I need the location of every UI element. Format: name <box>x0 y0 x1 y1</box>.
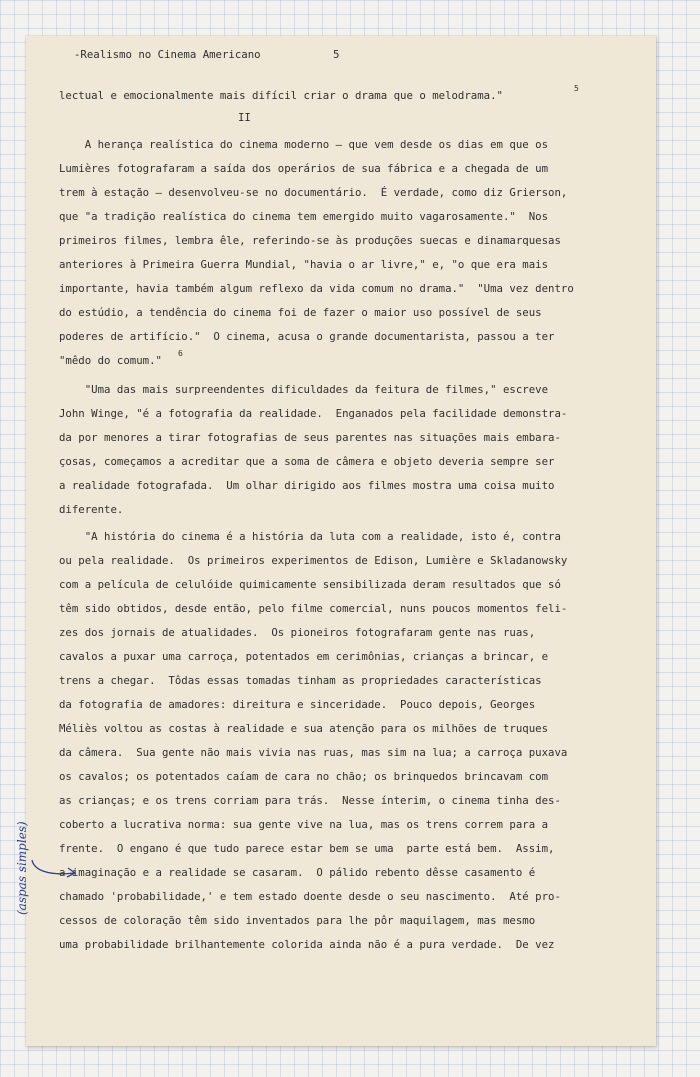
paragraph-1-line: Lumières fotografaram a saída dos operários de sua fábrica e a chegada de um <box>59 162 549 175</box>
paragraph-2-line: da por menores a tirar fotografias de seus parentes nas situações mais embara- <box>59 431 561 444</box>
paragraph-2-line: çosas, começamos a acreditar que a soma de câmera e objeto deveria sempre ser <box>59 455 555 468</box>
paragraph-2-line: diferente. <box>59 503 124 516</box>
paragraph-3-line: coberto a lucrativa norma: sua gente vive na lua, mas os trens correm para a <box>59 818 549 831</box>
running-title: -Realismo no Cinema Americano <box>74 48 261 61</box>
paragraph-3-line: da câmera. Sua gente não mais vivia nas ruas, mas sim na lua; a carroça puxava <box>59 746 568 759</box>
paragraph-1-line: primeiros filmes, lembra êle, referindo-se às produções suecas e dinamarquesas <box>59 234 561 247</box>
paragraph-3-line: têm sido obtidos, desde então, pelo filme comercial, nuns poucos momentos feli- <box>59 602 568 615</box>
footnote-6: 6 <box>178 349 183 358</box>
paragraph-1-line: "mêdo do comum." <box>59 354 162 367</box>
page-number: 5 <box>333 48 340 61</box>
paragraph-3-line: os cavalos; os potentados caíam de cara no chão; os brinquedos brincavam com <box>59 770 549 783</box>
paragraph-2-line: "Uma das mais surpreendentes dificuldades da feitura de filmes," escreve <box>59 383 549 396</box>
paragraph-3-line: com a película de celulóide quimicamente sensibilizada deram resultados que só <box>59 578 561 591</box>
paragraph-1-line: anteriores à Primeira Guerra Mundial, "havia o ar livre," e, "o que era mais <box>59 258 549 271</box>
paragraph-1-line: A herança realística do cinema moderno — que vem desde os dias em que os <box>59 138 549 151</box>
paragraph-1-line: do estúdio, a tendência do cinema foi de fazer o maior uso possível de seus <box>59 306 542 319</box>
footnote-5: 5 <box>574 84 579 93</box>
handwritten-margin-note: (aspas simples) <box>15 821 29 915</box>
paragraph-3-line: zes dos jornais de atualidades. Os pioneiros fotografaram gente nas ruas, <box>59 626 536 639</box>
paragraph-3-line: frente. O engano é que tudo parece estar bem se uma parte está bem. Assim, <box>59 842 555 855</box>
paragraph-1-line: trem à estação — desenvolveu-se no documentário. É verdade, como diz Grierson, <box>59 186 568 199</box>
paragraph-3-line: trens a chegar. Tôdas essas tomadas tinham as propriedades características <box>59 674 542 687</box>
paragraph-2-line: a realidade fotografada. Um olhar dirigido aos filmes mostra uma coisa muito <box>59 479 555 492</box>
paragraph-2-line: John Winge, "é a fotografia da realidade. Enganados pela facilidade demonstra- <box>59 407 568 420</box>
paragraph-1-line: poderes de artifício." O cinema, acusa o grande documentarista, passou a ter <box>59 330 555 343</box>
paragraph-3-line: ou pela realidade. Os primeiros experimentos de Edison, Lumière e Skladanowsky <box>59 554 568 567</box>
paragraph-1-line: importante, havia também algum reflexo da vida comum no drama." "Uma vez dentro <box>59 282 574 295</box>
handwritten-arrow-icon <box>30 858 80 880</box>
paragraph-3-line: cessos de coloração têm sido inventados para lhe pôr maquilagem, mas mesmo <box>59 914 536 927</box>
paragraph-3-line: Méliès voltou as costas à realidade e sua atenção para os milhões de truques <box>59 722 549 735</box>
paragraph-3-line: uma probabilidade brilhantemente colorida ainda não é a pura verdade. De vez <box>59 938 555 951</box>
paragraph-1-line: que "a tradição realística do cinema tem emergido muito vagarosamente." Nos <box>59 210 549 223</box>
paragraph-3-line: cavalos a puxar uma carroça, potentados em cerimônias, crianças a brincar, e <box>59 650 549 663</box>
section-heading: II <box>238 111 251 124</box>
paragraph-3-line: "A história do cinema é a história da luta com a realidade, isto é, contra <box>59 530 561 543</box>
paragraph-3-line: da fotografia de amadores: direitura e sinceridade. Pouco depois, Georges <box>59 698 536 711</box>
continuation-line: lectual e emocionalmente mais difícil criar o drama que o melodrama." <box>59 89 503 102</box>
paragraph-3-line: chamado 'probabilidade,' e tem estado doente desde o seu nascimento. Até pro- <box>59 890 561 903</box>
paragraph-3-line: as crianças; e os trens corriam para trás. Nesse ínterim, o cinema tinha des- <box>59 794 561 807</box>
paragraph-3-line: a imaginação e a realidade se casaram. O pálido rebento dêsse casamento é <box>59 866 536 879</box>
